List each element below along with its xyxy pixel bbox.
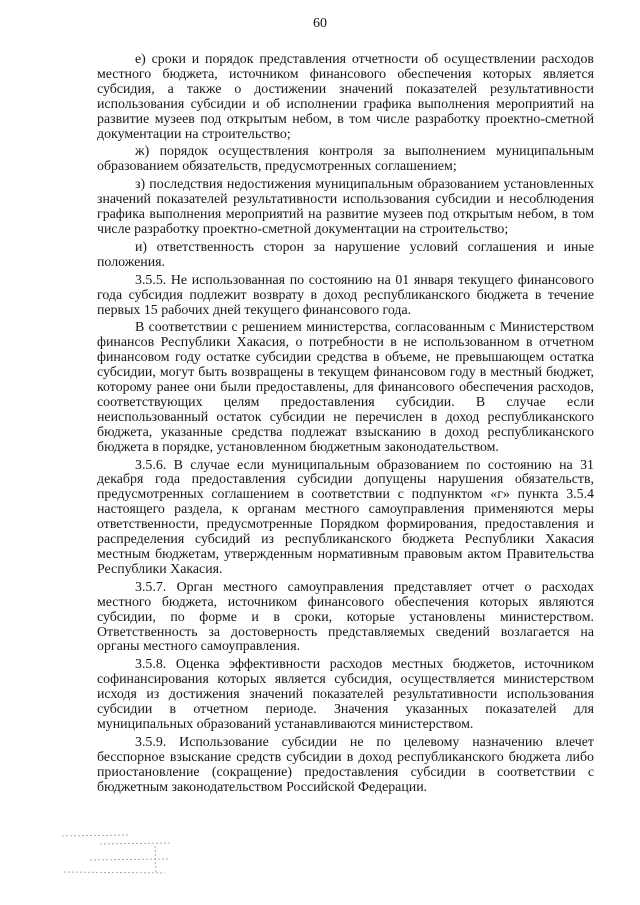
- page-number: 60: [313, 16, 327, 31]
- document-body: [97, 53, 594, 796]
- paragraph-3-5-6: 3.5.6. В случае если муниципальным образованием по состоянию на 31 декабря года предоставления субсидии допущены нарушения обязательств, предусмотренных соглашением в соответствии с подпунктом «г» пункта 3.5.4 настоящего раздела, к органам местного самоуправления применяются меры ответственности, предусмотренные Порядком формирования, предоставления и распределения субсидий из республиканского бюджета Республики Хакасия местным бюджетам, утвержденным нормативным правовым актом Правительства Республики Хакасия.: [97, 457, 594, 577]
- scan-artifact-marks: [60, 832, 180, 877]
- paragraph-i-responsibility: и) ответственность сторон за нарушение условий соглашения и иные положения.: [97, 239, 594, 270]
- paragraph-3-5-7: 3.5.7. Орган местного самоуправления представляет отчет о расходах местного бюджета, источником финансового обеспечения которых являются субсидии, по форме и в сроки, которые установлены министерством. Ответственность за достоверность представляемых сведений возлагается на органы местного самоуправления.: [97, 579, 594, 655]
- paragraph-3-5-5: 3.5.5. Не использованная по состоянию на 01 января текущего финансового года субсидия подлежит возврату в доход республиканского бюджета в течение первых 15 рабочих дней текущего финансового года.: [97, 272, 594, 318]
- paragraph-3-5-8: 3.5.8. Оценка эффективности расходов местных бюджетов, источником софинансирования которых является субсидия, осуществляется министерством исходя из достижения значений показателей результативности использования субсидии в отчетном периоде. Значения указанных показателей для муниципальных образований устанавливаются министерством.: [97, 657, 594, 732]
- paragraph-3-5-9: 3.5.9. Использование субсидии не по целевому назначению влечет бесспорное взыскание средств субсидии в доход республиканского бюджета либо приостановление (сокращение) предоставления субсидии в соответствии с бюджетным законодательством Российской Федерации.: [97, 734, 594, 795]
- paragraph-return-decision: В соответствии с решением министерства, согласованным с Министерством финансов Республики Хакасия, о потребности в не использованном в отчетном финансовом году остатке субсидии средства в объеме, не превышающем остатка субсидии, могут быть возвращены в текущем финансовом году в местный бюджет, которому ранее они были предоставлены, для финансового обеспечения расходов, соответствующих целям предоставления субсидии. В случае если неиспользованный остаток субсидии не перечислен в доход республиканского бюджета, указанные средства подлежат взысканию в доход республиканского бюджета в порядке, установленном бюджетным законодательством.: [97, 320, 594, 455]
- paragraph-z-consequences: з) последствия недостижения муниципальным образованием установленных значений показателей результативности использования субсидии и несоблюдения графика выполнения мероприятий на развитие музеев под открытым небом, в том числе разработку проектно-сметной документации на строительство;: [97, 177, 594, 237]
- paragraph-zh-control: ж) порядок осуществления контроля за выполнением муниципальным образованием обязательств, предусмотренных соглашением;: [97, 144, 594, 175]
- paragraph-e-reporting: е) сроки и порядок представления отчетности об осуществлении расходов местного бюджета, источником финансового обеспечения которых является субсидия, а также о достижении значений показателей результативности использования субсидии и об исполнении графика выполнения мероприятий на развитие музеев под открытым небом, в том числе разработку проектно-сметной документации на строительство;: [97, 52, 594, 142]
